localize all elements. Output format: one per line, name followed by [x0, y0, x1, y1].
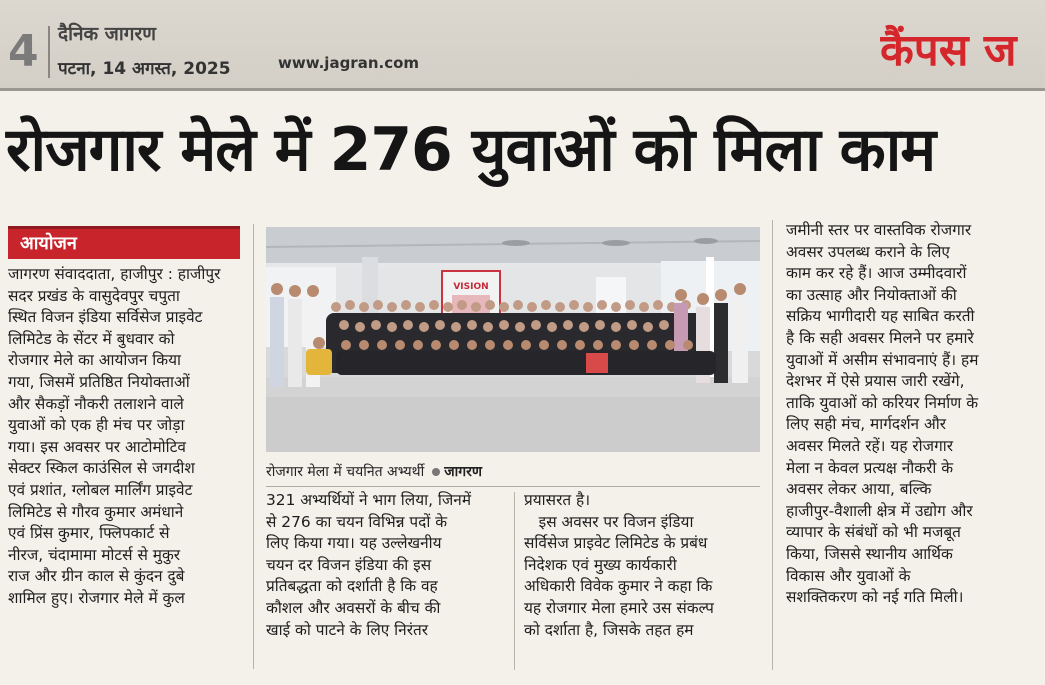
text-line: प्रयासरत है।: [524, 491, 591, 509]
text-line: एवं प्रशांत, ग्लोबल मार्लिंग प्राइवेट: [8, 480, 193, 499]
text-line: और सैकड़ों नौकरी तलाशने वाले: [8, 394, 184, 413]
column-rule: [253, 224, 254, 669]
text-line: सदर प्रखंड के वासुदेवपुर चपुता: [8, 286, 180, 305]
text-line: युवाओं में असीम संभावनाएं हैं। हम: [786, 350, 979, 369]
text-line: निदेशक एवं मुख्य कार्यकारी: [524, 555, 677, 574]
text-line: सेक्टर स्किल काउंसिल से जगदीश: [8, 459, 195, 478]
text-line: प्रतिबद्धता को दर्शाती है कि वह: [266, 577, 438, 596]
text-line: युवाओं को एक ही मंच पर जोड़ा: [8, 416, 185, 435]
text-line: काम कर रहे हैं। आज उम्मीदवारों: [786, 264, 967, 283]
text-line: ताकि युवाओं को करियर निर्माण के: [786, 393, 979, 412]
headline: रोजगार मेले में 276 युवाओं को मिला काम: [6, 115, 936, 185]
text-line: लिए सही मंच, मार्गदर्शन और: [786, 415, 947, 434]
column-rule: [772, 220, 773, 670]
group-photo-illustration: [266, 227, 760, 452]
article-column-2: [266, 490, 504, 641]
text-line: सक्रिय भागीदारी यह साबित करती: [786, 307, 975, 326]
text-line: जागरण संवाददाता, हाजीपुर : हाजीपुर: [8, 265, 221, 283]
photo-credit: जागरण: [444, 464, 482, 480]
text-line: को दर्शाता है, जिसके तहत हम: [524, 620, 694, 639]
text-line: जमीनी स्तर पर वास्तविक रोजगार: [786, 221, 972, 239]
page-number: 4: [8, 26, 39, 77]
newspaper-name: दैनिक जागरण: [58, 23, 156, 45]
text-line: लिए किया गया। यह उल्लेखनीय: [266, 534, 442, 553]
text-line: लिमिटेड के सेंटर में बुधवार को: [8, 329, 175, 348]
text-line: से 276 का चयन विभिन्न पदों के: [266, 512, 448, 531]
text-line: अधिकारी विवेक कुमार ने कहा कि: [524, 577, 713, 596]
text-line: 321 अभ्यर्थियों ने भाग लिया, जिनमें: [266, 491, 472, 509]
bullet-icon: [432, 468, 440, 476]
text-line: इस अवसर पर विजन इंडिया: [524, 512, 694, 531]
article-column-4: [786, 220, 1018, 609]
text-line: व्यापार के संबंधों को भी मजबूत: [786, 523, 961, 542]
section-tag: [8, 226, 240, 259]
banner-text: VISION: [453, 282, 489, 292]
caption-rule: [266, 486, 760, 487]
text-line: कौशल और अवसरों के बीच की: [266, 598, 441, 617]
text-line: का उत्साह और नियोक्ताओं की: [786, 285, 957, 304]
text-line: हाजीपुर-वैशाली क्षेत्र में उद्योग और: [786, 501, 973, 520]
text-line: सशक्तिकरण को नई गति मिली।: [786, 588, 964, 607]
text-line: अवसर लेकर आया, बल्कि: [786, 480, 932, 499]
text-line: यह रोजगार मेला हमारे उस संकल्प: [524, 598, 714, 617]
photo-caption: [266, 462, 760, 482]
caption-text: रोजगार मेला में चयनित अभ्यर्थी: [266, 464, 425, 480]
article-column-1: [8, 264, 242, 610]
text-line: है कि सही अवसर मिलने पर हमारे: [786, 328, 974, 347]
text-line: विकास और युवाओं के: [786, 566, 911, 585]
masthead: [0, 0, 1045, 91]
article-column-3: [524, 490, 762, 641]
dateline: पटना, 14 अगस्त, 2025: [58, 59, 231, 79]
text-line: एवं प्रिंस कुमार, फ्लिपकार्ट से: [8, 524, 170, 543]
event-photo: [266, 227, 760, 452]
text-line: गया। इस अवसर पर आटोमोटिव: [8, 437, 186, 456]
text-line: राज और ग्रीन काल से कुंदन दुबे: [8, 567, 185, 586]
text-line: किया, जिससे स्थानीय आर्थिक: [786, 544, 953, 563]
text-line: मेला न केवल प्रत्यक्ष नौकरी के: [786, 458, 954, 477]
text-line: अवसर मिलते रहें। यह रोजगार: [786, 436, 954, 455]
masthead-divider: [48, 26, 50, 78]
text-line: खाई को पाटने के लिए निरंतर: [266, 620, 429, 639]
text-line: स्थित विजन इंडिया सर्विसेज प्राइवेट: [8, 308, 203, 327]
text-line: रोजगार मेले का आयोजन किया: [8, 351, 181, 370]
text-line: देशभर में ऐसे प्रयास जारी रखेंगे,: [786, 372, 965, 391]
text-line: अवसर उपलब्ध कराने के लिए: [786, 242, 950, 261]
text-line: गया, जिसमें प्रतिष्ठित नियोक्ताओं: [8, 372, 190, 391]
text-line: चयन दर विजन इंडिया की इस: [266, 555, 432, 574]
column-rule: [514, 492, 515, 670]
text-line: सर्विसेज प्राइवेट लिमिटेड के प्रबंध: [524, 534, 708, 553]
section-brand: कैंपस ज: [880, 25, 1017, 76]
section-tag-label: आयोजन: [20, 233, 77, 254]
text-line: लिमिटेड से गौरव कुमार अमंधाने: [8, 502, 184, 521]
text-line: नीरज, चंदामामा मोटर्स से मुकुर: [8, 545, 181, 564]
text-line: शामिल हुए। रोजगार मेले में कुल: [8, 588, 185, 607]
website-link[interactable]: www.jagran.com: [278, 54, 420, 72]
